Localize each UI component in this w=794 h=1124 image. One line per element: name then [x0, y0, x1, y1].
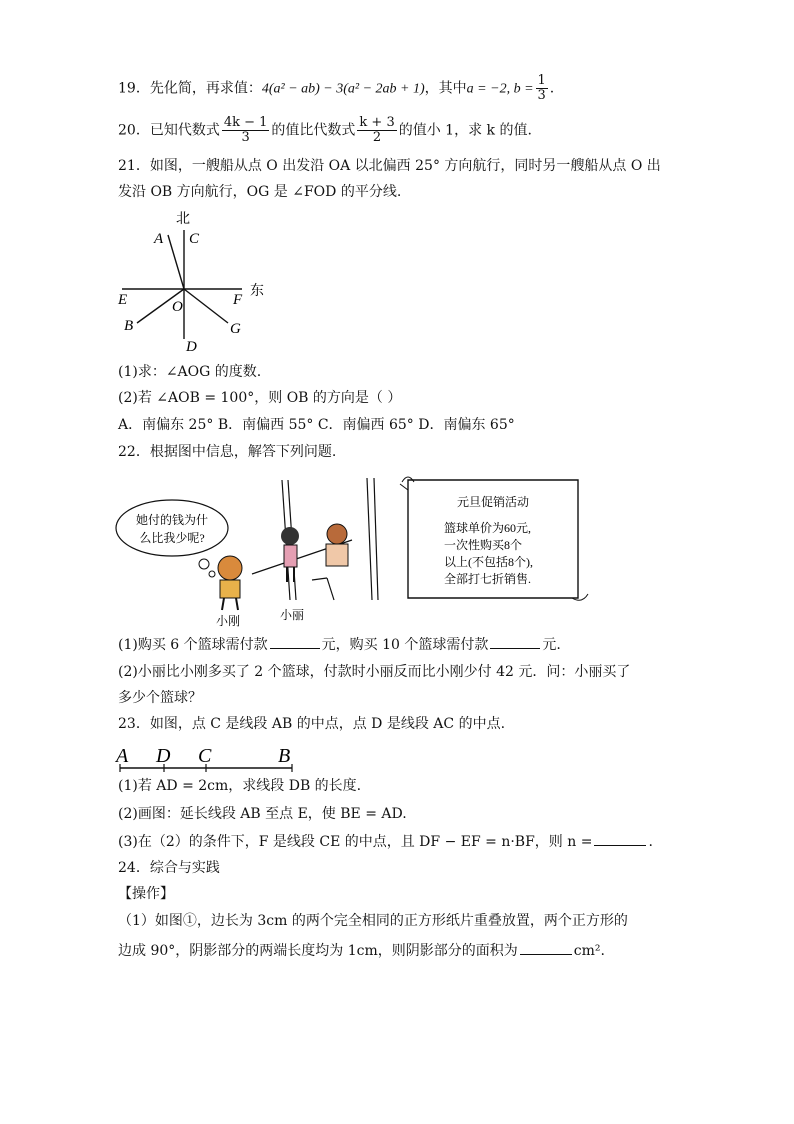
scroll-title: 元旦促销活动 [457, 495, 530, 509]
point-a-label: A [154, 231, 164, 247]
q19-expression: 4(a² − ab) − 3(a² − 2ab + 1) [261, 81, 425, 97]
q21-part2: (2)若 ∠AOB = 100°，则 OB 的方向是（ ） [118, 390, 402, 406]
q21-part1: (1)求：∠AOG 的度数. [118, 364, 262, 380]
segment-diagram [114, 742, 304, 778]
q22-part1-c: 元. [542, 637, 561, 653]
north-label: 北 [176, 212, 190, 227]
answer-blank-4 [520, 940, 572, 955]
girl-label: 小丽 [280, 608, 305, 622]
q20-line [118, 116, 532, 145]
q20-fraction-1: $\frac{4k - 1}{3}$ [223, 115, 268, 145]
q19-mid: ，其中 [424, 80, 467, 97]
q22-part1-a: (1)购买 6 个篮球需付款 [118, 637, 268, 653]
q23-part3 [118, 831, 653, 852]
point-e-label: E [118, 292, 128, 308]
q24-line1: （1）如图①，边长为 3cm 的两个完全相同的正方形纸片重叠放置，两个正方形的 [118, 913, 628, 929]
scroll-line2: 一次性购买8个 [444, 538, 523, 552]
answer-blank-1 [270, 634, 320, 649]
q19-line [118, 74, 554, 103]
q23-part2: (2)画图：延长线段 AB 至点 E，使 BE = AD. [118, 806, 407, 822]
scroll-line1: 篮球单价为60元, [444, 521, 532, 535]
q21-line2: 发沿 OB 方向航行，OG 是 ∠FOD 的平分线. [118, 184, 402, 200]
segment-a-label: A [116, 745, 129, 767]
boy-label: 小刚 [216, 614, 241, 628]
cashier-figure [326, 524, 348, 566]
scroll-line3: 以上(不包括8个), [444, 555, 533, 569]
point-b-label: B [124, 318, 134, 334]
bubble-line2: 么比我少呢? [139, 531, 205, 545]
segment-c-label: C [198, 745, 212, 767]
q24-heading: 【操作】 [118, 886, 174, 902]
q22-part1-b: 元，购买 10 个篮球需付款 [321, 637, 489, 653]
point-c-label: C [189, 231, 200, 247]
answer-blank-3 [594, 831, 646, 846]
q23-part1: (1)若 AD = 2cm，求线段 DB 的长度. [118, 778, 362, 794]
q24-line2-a: 边成 90°，阴影部分的两端长度均为 1cm，则阴影部分的面积为 [118, 943, 518, 959]
q22-part2-line2: 多少个篮球？ [118, 690, 202, 706]
q23-part3-a: (3)在（2）的条件下，F 是线段 CE 的中点，且 DF − EF = n·BF，则 n = [118, 834, 593, 850]
boy-figure [218, 556, 242, 610]
segment-d-label: D [156, 745, 171, 767]
q24-stem: 24．综合与实践 [118, 860, 220, 876]
q20-fraction-2: $\frac{k + 3}{2}$ [359, 115, 395, 145]
q24-line2 [118, 940, 605, 961]
segment-b-label: B [278, 745, 291, 767]
point-g-label: G [230, 321, 241, 337]
shopping-illustration [112, 470, 602, 630]
q22-part1 [118, 634, 561, 655]
q23-part3-b: . [648, 834, 653, 850]
q22-part2-line1: (2)小丽比小刚多买了 2 个篮球，付款时小丽反而比小刚少付 42 元．问：小丽买了 [118, 664, 631, 680]
point-o-label: O [172, 299, 183, 315]
q19-fraction: $\frac{1}{3}$ [537, 73, 546, 103]
q20-prefix: 20．已知代数式 [118, 122, 220, 139]
scroll-line4: 全部打七折销售. [444, 572, 532, 586]
q20-mid: 的值比代数式 [271, 122, 356, 139]
q20-end: 的值小 1，求 k 的值. [398, 122, 532, 139]
girl-figure [281, 527, 299, 582]
q19-condition: a = −2, b = [466, 81, 534, 97]
q24-line2-b: cm². [573, 943, 605, 959]
point-f-label: F [233, 292, 243, 308]
q19-prefix: 19．先化简，再求值： [118, 80, 262, 97]
q19-end: . [549, 80, 555, 97]
q23-stem: 23．如图，点 C 是线段 AB 的中点，点 D 是线段 AC 的中点. [118, 716, 506, 732]
east-label: 东 [250, 284, 264, 299]
answer-blank-2 [490, 634, 540, 649]
compass-diagram [112, 205, 282, 353]
q21-line1: 21．如图，一艘船从点 O 出发沿 OA 以北偏西 25° 方向航行，同时另一艘船从点 O 出 [118, 158, 661, 174]
point-d-label: D [186, 339, 197, 353]
q21-options: A．南偏东 25° B．南偏西 55° C．南偏西 65° D．南偏东 65° [118, 417, 515, 433]
bubble-line1: 她付的钱为什 [135, 513, 209, 527]
q22-stem: 22．根据图中信息，解答下列问题. [118, 444, 337, 460]
